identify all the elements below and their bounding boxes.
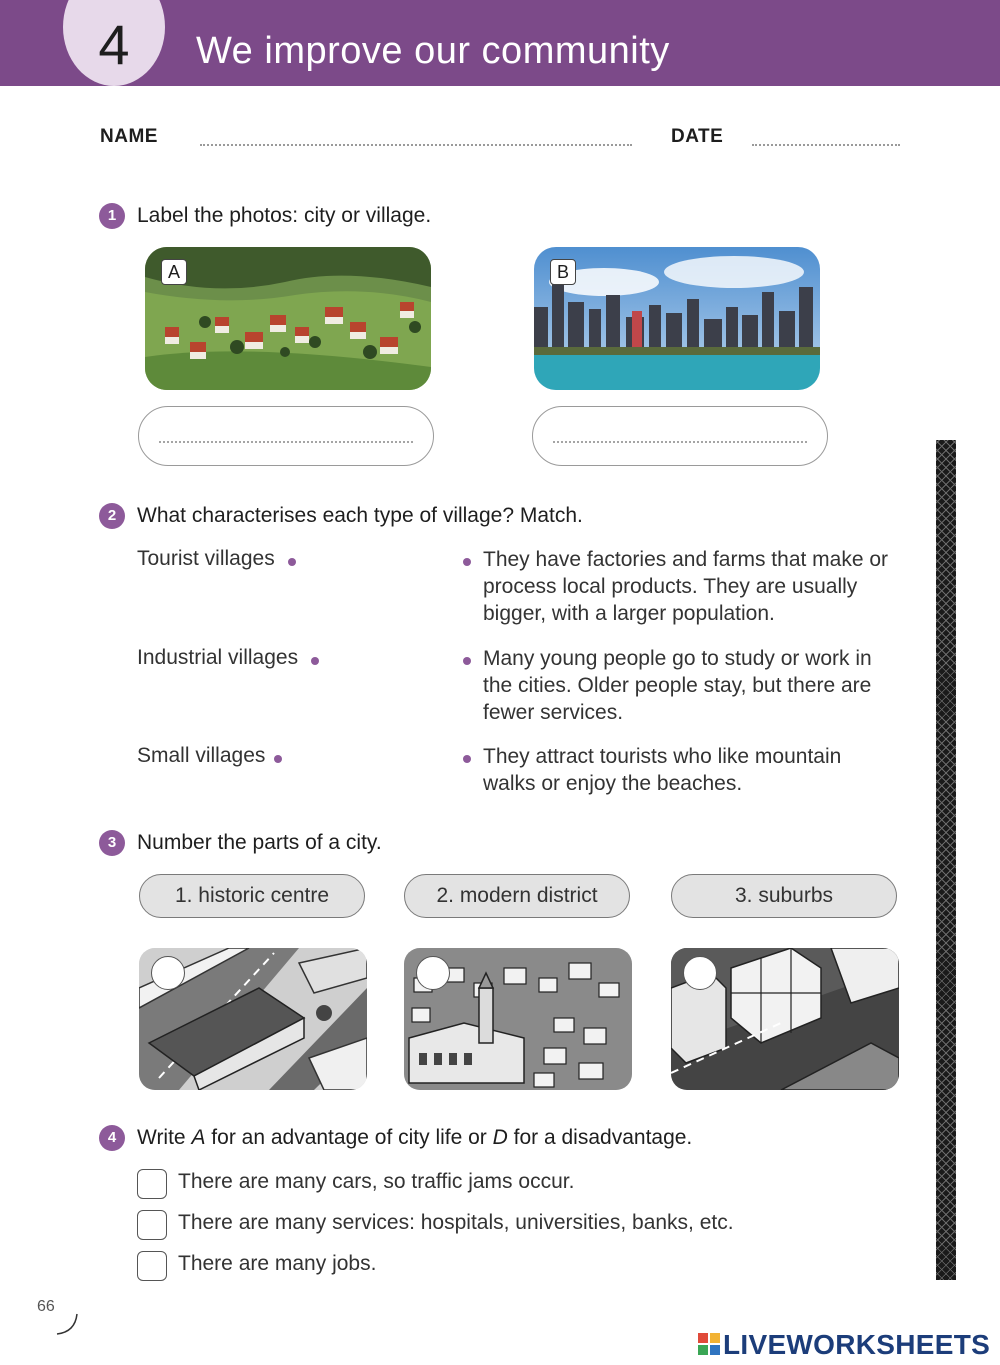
suburbs-image-number-field[interactable] (683, 956, 717, 990)
village-photo (145, 247, 431, 390)
match-right-factories: They have factories and farms that make or process local products. They are usually bigger, with a larger population. (483, 548, 889, 625)
question-4-prompt-post: for a disadvantage. (507, 1126, 693, 1149)
statement-2-text: There are many services: hospitals, universities, banks, etc. (178, 1211, 734, 1234)
city-skyline-photo (534, 247, 820, 390)
match-dot-left-1[interactable] (288, 558, 296, 566)
unit-header (0, 0, 1000, 86)
match-right-tourists: They attract tourists who like mountain walks or enjoy the beaches. (483, 745, 842, 795)
unit-number: 4 (98, 13, 130, 76)
match-dot-right-1[interactable] (463, 558, 471, 566)
part-historic-centre: 1. historic centre (139, 874, 365, 918)
question-4-prompt-pre: Write (137, 1126, 192, 1149)
modern-district-illustration (671, 948, 899, 1090)
question-3-prompt: Number the parts of a city. (137, 831, 382, 854)
historic-centre-illustration (404, 948, 632, 1090)
photo-a-answer-field[interactable] (138, 406, 434, 466)
name-field[interactable] (200, 144, 632, 146)
match-left-tourist: Tourist villages (137, 547, 275, 570)
suburbs-illustration (139, 948, 367, 1090)
statement-3-answer-box[interactable] (137, 1251, 167, 1281)
page-number: 66 (37, 1298, 55, 1315)
question-4-prompt-a: A (191, 1126, 206, 1149)
date-label: DATE (671, 126, 724, 147)
match-dot-right-2[interactable] (463, 657, 471, 665)
unit-title: We improve our community (196, 30, 670, 72)
question-1-prompt: Label the photos: city or village. (137, 204, 432, 227)
part-modern-district: 2. modern district (404, 874, 630, 918)
statement-2-answer-box[interactable] (137, 1210, 167, 1240)
question-4-number: 4 (99, 1125, 125, 1151)
photo-b-answer-field[interactable] (532, 406, 828, 466)
match-dot-left-3[interactable] (274, 755, 282, 763)
question-4-prompt (137, 1126, 692, 1150)
part-suburbs: 3. suburbs (671, 874, 897, 918)
page-corner-curl-icon (55, 1310, 81, 1336)
match-left-small: Small villages (137, 744, 266, 767)
date-field[interactable] (752, 144, 900, 146)
modern-image-number-field[interactable] (416, 956, 450, 990)
match-right-young-people: Many young people go to study or work in the cities. Older people stay, but there are fewer services. (483, 647, 872, 724)
statement-1-text: There are many cars, so traffic jams occur. (178, 1170, 575, 1193)
match-dot-left-2[interactable] (311, 657, 319, 665)
question-2-number: 2 (99, 503, 125, 529)
question-1-number: 1 (99, 203, 125, 229)
statement-1-answer-box[interactable] (137, 1169, 167, 1199)
match-dot-right-3[interactable] (463, 755, 471, 763)
question-4-prompt-mid: for an advantage of city life or (205, 1126, 493, 1149)
liveworksheets-logo-icon (698, 1333, 720, 1355)
photo-b-tag: B (550, 259, 576, 285)
statement-3-text: There are many jobs. (178, 1252, 377, 1275)
side-decorative-band (936, 440, 956, 1280)
historic-image-number-field[interactable] (151, 956, 185, 990)
question-2-prompt: What characterises each type of village? Match. (137, 504, 583, 527)
photo-a-tag: A (161, 259, 187, 285)
liveworksheets-brand-text: LIVEWORKSHEETS (723, 1329, 991, 1360)
question-4-prompt-d: D (492, 1126, 508, 1149)
question-3-number: 3 (99, 830, 125, 856)
name-label: NAME (100, 126, 158, 147)
match-left-industrial: Industrial villages (137, 646, 299, 669)
